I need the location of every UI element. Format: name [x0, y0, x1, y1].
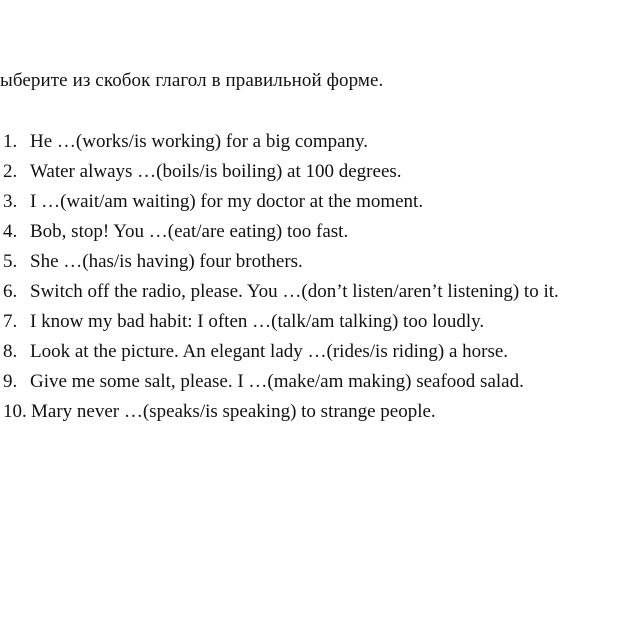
item-number: 3.	[3, 191, 18, 212]
exercise-item	[0, 401, 640, 431]
exercise-item	[0, 221, 640, 251]
item-sentence: She …(has/is having) four brothers.	[30, 251, 303, 272]
item-number: 10.	[3, 401, 27, 422]
exercise-item	[0, 281, 640, 311]
exercise-item	[0, 161, 640, 191]
item-number: 7.	[3, 311, 18, 332]
item-number: 5.	[3, 251, 18, 272]
item-sentence: Mary never …(speaks/is speaking) to strange people.	[31, 401, 436, 422]
exercise-item	[0, 191, 640, 221]
item-number: 2.	[3, 161, 18, 182]
item-sentence: He …(works/is working) for a big company.	[30, 131, 369, 152]
item-number: 9.	[3, 371, 18, 392]
item-number: 1.	[3, 131, 18, 152]
item-sentence: Water always …(boils/is boiling) at 100 degrees.	[30, 161, 402, 182]
exercise-item	[0, 131, 640, 161]
exercise-list	[0, 131, 640, 431]
item-number: 4.	[3, 221, 18, 242]
exercise-instruction: ыберите из скобок глагол в правильной форме.	[0, 70, 384, 91]
item-sentence: I know my bad habit: I often …(talk/am talking) too loudly.	[30, 311, 485, 332]
exercise-item	[0, 311, 640, 341]
exercise-item	[0, 251, 640, 281]
item-sentence: Look at the picture. An elegant lady …(rides/is riding) a horse.	[30, 341, 509, 362]
item-number: 6.	[3, 281, 18, 302]
item-number: 8.	[3, 341, 18, 362]
item-sentence: Bob, stop! You …(eat/are eating) too fast.	[30, 221, 349, 242]
exercise-item	[0, 371, 640, 401]
item-sentence: Switch off the radio, please. You …(don’t listen/aren’t listening) to it.	[30, 281, 559, 302]
item-sentence: Give me some salt, please. I …(make/am making) seafood salad.	[30, 371, 524, 392]
exercise-item	[0, 341, 640, 371]
item-sentence: I …(wait/am waiting) for my doctor at the moment.	[30, 191, 424, 212]
